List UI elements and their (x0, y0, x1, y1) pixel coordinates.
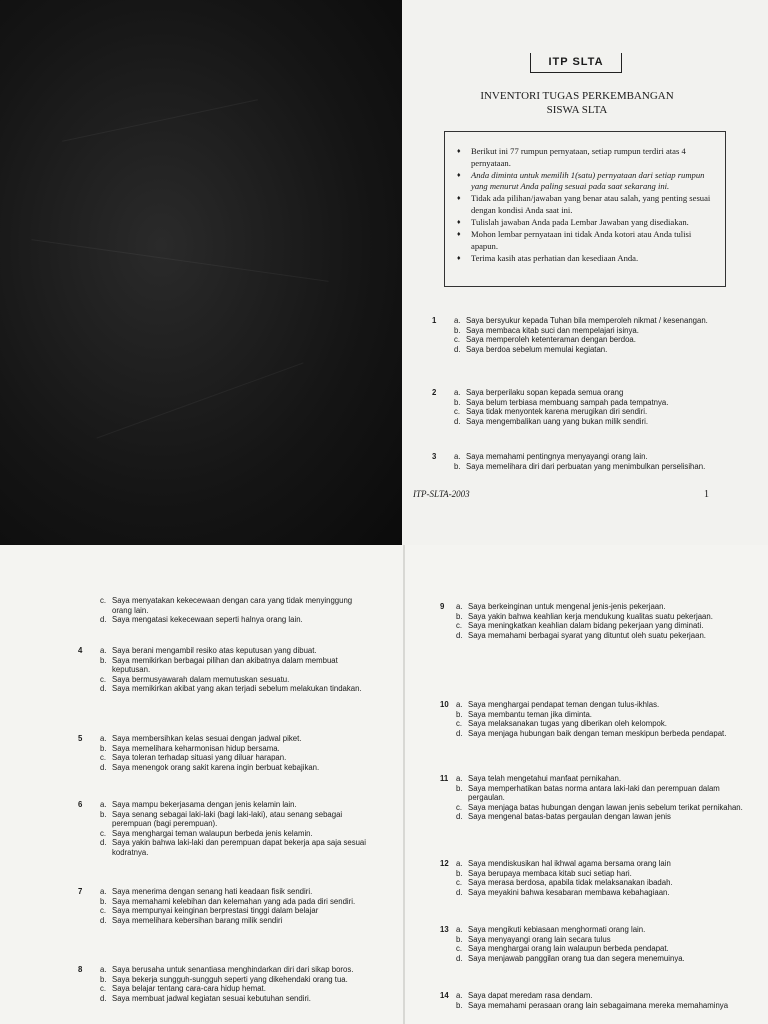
question-item (440, 602, 746, 640)
option-text: Saya bersyukur kepada Tuhan bila memperoleh nikmat / kesenangan. (466, 316, 708, 325)
option-letter: c. (456, 802, 463, 812)
answer-option (454, 398, 734, 408)
option-letter: a. (456, 991, 463, 1000)
page-number: 1 (704, 489, 709, 500)
answer-option (100, 994, 370, 1004)
answer-option (456, 888, 746, 898)
document-title (452, 89, 702, 117)
page-one (402, 0, 768, 545)
question-number: 6 (78, 800, 83, 809)
option-letter: a. (100, 965, 107, 974)
option-text: Saya memahami kelebihan dan kelemahan yang ada pada diri sendiri. (112, 896, 356, 906)
question-item (440, 859, 746, 897)
option-text: Saya meningkatkan keahlian dalam bidang pekerjaan yang diminati. (468, 621, 704, 631)
answer-option (100, 684, 370, 694)
question-number: 12 (440, 859, 449, 868)
answer-option (454, 417, 734, 427)
option-letter: c. (100, 906, 107, 916)
option-text: Saya memelihara keharmonisan hidup bersama. (112, 743, 280, 753)
option-letter: a. (456, 859, 463, 868)
option-text: Saya menerima dengan senang hati keadaan fisik sendiri. (112, 887, 313, 896)
option-letter: c. (454, 335, 461, 345)
answer-option (456, 602, 746, 612)
option-letter: a. (456, 700, 463, 709)
option-text: Saya menghargai orang lain walaupun berbeda pendapat. (468, 944, 669, 954)
question-item (78, 646, 370, 694)
instruction-item: ♦ Anda diminta untuk memilih 1(satu) pernyataan dari setiap rumpun yang menurut Anda paling sesuai pada saat sekarang ini. (457, 170, 717, 193)
answer-option (456, 729, 746, 739)
option-text: Saya mampu bekerjasama dengan jenis kelamin lain. (112, 800, 297, 809)
answer-option (456, 784, 746, 803)
answer-option (100, 916, 370, 926)
instruction-item: ♦ Mohon lembar pernyataan ini tidak Anda kotori atau Anda tulisi apapun. (457, 229, 717, 252)
answer-option (456, 612, 746, 622)
option-text: Saya menjaga hubungan baik dengan teman meskipun berbeda pendapat. (468, 728, 727, 738)
option-text: Saya belum terbiasa membuang sampah pada tempatnya. (466, 397, 669, 407)
option-letter: d. (100, 838, 107, 848)
option-text: Saya toleran terhadap situasi yang diluar harapan. (112, 753, 287, 763)
option-letter: b. (456, 868, 463, 878)
option-text: Saya melaksanakan tugas yang diberikan oleh kelompok. (468, 719, 667, 729)
instruction-item: ♦ Terima kasih atas perhatian dan kesediaan Anda. (457, 253, 717, 265)
answer-option (454, 326, 734, 336)
answer-option (456, 878, 746, 888)
answer-option (100, 615, 370, 625)
question-number: 1 (432, 316, 437, 325)
answer-option (454, 452, 734, 462)
answer-option (456, 859, 746, 869)
question-item (78, 596, 370, 625)
option-letter: a. (454, 452, 461, 461)
option-text: Saya menghargai teman walaupun berbeda jenis kelamin. (112, 828, 313, 838)
option-text: Saya menyatakan kekecewaan dengan cara yang tidak menyinggung orang lain. (112, 596, 353, 615)
option-text: Saya menghargai pendapat teman dengan tulus-ikhlas. (468, 700, 660, 709)
option-text: Saya menyayangi orang lain secara tulus (468, 934, 611, 944)
option-letter: a. (100, 734, 107, 743)
question-number: 14 (440, 991, 449, 1000)
option-letter: b. (100, 655, 107, 665)
instruction-item: ♦ Tidak ada pilihan/jawaban yang benar atau salah, yang penting sesuai dengan kondisi Anda saat ini. (457, 193, 717, 216)
answer-option (100, 646, 370, 656)
crease-line (31, 239, 328, 282)
option-text: Saya berani mengambil resiko atas keputusan yang dibuat. (112, 646, 317, 655)
answer-option (456, 774, 746, 784)
answer-option (100, 984, 370, 994)
answer-option (454, 335, 734, 345)
option-text: Saya memikirkan berbagai pilihan dan akibatnya dalam membuat keputusan. (112, 655, 338, 675)
question-item (78, 965, 370, 1003)
option-letter: b. (456, 1000, 463, 1010)
answer-option (456, 812, 746, 822)
question-number: 7 (78, 887, 83, 896)
question-number: 2 (432, 388, 437, 397)
question-item (78, 800, 370, 858)
option-text: Saya berupaya membaca kitab suci setiap hari. (468, 868, 632, 878)
option-letter: c. (100, 596, 107, 605)
answer-option (100, 838, 370, 857)
question-item (78, 887, 370, 925)
option-letter: c. (100, 828, 107, 838)
title-line-2: SISWA SLTA (546, 104, 608, 116)
option-letter: a. (454, 316, 461, 325)
option-letter: d. (100, 684, 107, 694)
instruction-item: ♦ Berikut ini 77 rumpun pernyataan, setiap rumpun terdiri atas 4 pernyataan. (457, 146, 717, 169)
answer-option (456, 710, 746, 720)
answer-option (100, 753, 370, 763)
option-text: Saya berperilaku sopan kepada semua orang (466, 388, 624, 397)
option-letter: b. (100, 896, 107, 906)
option-letter: d. (454, 344, 461, 354)
option-text: Saya dapat meredam rasa dendam. (468, 991, 593, 1000)
answer-option (456, 935, 746, 945)
answer-option (100, 975, 370, 985)
option-text: Saya menengok orang sakit karena ingin berbuat kebajikan. (112, 762, 320, 772)
instructions-box (444, 131, 726, 287)
answer-option (456, 803, 746, 813)
question-number: 9 (440, 602, 445, 611)
question-number: 4 (78, 646, 83, 655)
answer-option (100, 829, 370, 839)
answer-option (454, 345, 734, 355)
option-letter: c. (456, 621, 463, 631)
option-letter: c. (456, 944, 463, 954)
answer-option (100, 675, 370, 685)
option-letter: d. (456, 953, 463, 963)
question-number: 10 (440, 700, 449, 709)
option-letter: d. (100, 993, 107, 1003)
option-text: Saya membantu teman jika diminta. (468, 709, 592, 719)
option-letter: c. (456, 719, 463, 729)
option-letter: c. (100, 984, 107, 994)
option-text: Saya memahami berbagai syarat yang dituntut oleh suatu pekerjaan. (468, 630, 706, 640)
option-text: Saya membuat jadwal kegiatan sesuai kebutuhan sendiri. (112, 993, 311, 1003)
option-text: Saya membersihkan kelas sesuai dengan jadwal piket. (112, 734, 302, 743)
answer-option (454, 407, 734, 417)
option-letter: d. (100, 915, 107, 925)
option-text: Saya mengikuti kebiasaan menghormati orang lain. (468, 925, 646, 934)
answer-option (456, 925, 746, 935)
answer-option (456, 631, 746, 641)
option-letter: a. (454, 388, 461, 397)
option-text: Saya memperhatikan batas norma antara laki-laki dan perempuan dalam pergaulan. (468, 783, 720, 803)
answer-option (454, 388, 734, 398)
cover-page (0, 0, 402, 545)
option-letter: b. (454, 325, 461, 335)
option-text: Saya mengembalikan uang yang bukan milik sendiri. (466, 416, 649, 426)
option-letter: c. (454, 407, 461, 417)
option-text: Saya memikirkan akibat yang akan terjadi sebelum melakukan tindakan. (112, 684, 362, 694)
answer-option (100, 810, 370, 829)
answer-option (100, 897, 370, 907)
option-text: Saya mendiskusikan hal ikhwal agama bersama orang lain (468, 859, 671, 868)
instruction-item: ♦ Tulislah jawaban Anda pada Lembar Jawaban yang disediakan. (457, 217, 717, 229)
option-letter: b. (456, 783, 463, 793)
option-letter: d. (454, 416, 461, 426)
option-letter: c. (100, 753, 107, 763)
option-text: Saya bermusyawarah dalam memutuskan sesuatu. (112, 674, 290, 684)
question-item (440, 925, 746, 963)
question-number: 3 (432, 452, 437, 461)
option-text: Saya membaca kitab suci dan mempelajari isinya. (466, 325, 639, 335)
option-text: Saya bekerja sungguh-sungguh seperti yang dikehendaki orang tua. (112, 974, 348, 984)
option-text: Saya senang sebagai laki-laki (bagi laki-laki), atau senang sebagai perempuan (bagi perempuan). (112, 809, 343, 829)
option-text: Saya mempunyai keinginan berprestasi tinggi dalam belajar (112, 906, 319, 916)
question-number: 13 (440, 925, 449, 934)
option-letter: d. (100, 762, 107, 772)
answer-option (456, 991, 746, 1001)
option-letter: b. (100, 743, 107, 753)
answer-option (100, 887, 370, 897)
page-two (0, 545, 768, 1024)
option-letter: a. (100, 887, 107, 896)
answer-option (456, 944, 746, 954)
option-text: Saya yakin bahwa keahlian kerja mendukung kualitas suatu pekerjaan. (468, 611, 713, 621)
option-text: Saya memelihara kebersihan barang milik sendiri (112, 915, 283, 925)
answer-option (456, 1001, 746, 1011)
option-text: Saya berkeinginan untuk mengenal jenis-jenis pekerjaan. (468, 602, 666, 611)
option-text: Saya mengenal batas-batas pergaulan dengan lawan jenis (468, 812, 671, 822)
option-letter: c. (456, 878, 463, 888)
question-item (440, 774, 746, 822)
question-item (78, 734, 370, 772)
form-code-label: ITP SLTA (530, 53, 622, 73)
answer-option (454, 316, 734, 326)
question-number: 5 (78, 734, 83, 743)
answer-option (100, 656, 370, 675)
footer-code: ITP-SLTA-2003 (413, 489, 470, 499)
option-letter: b. (100, 974, 107, 984)
option-text: Saya yakin bahwa laki-laki dan perempuan dapat bekerja apa saja sesuai kodratnya. (112, 838, 366, 857)
option-text: Saya memperoleh ketenteraman dengan berdoa. (466, 335, 636, 345)
option-letter: c. (100, 674, 107, 684)
option-text: Saya memahami pentingnya menyayangi orang lain. (466, 452, 648, 461)
option-text: Saya meyakini bahwa kesabaran membawa kebahagiaan. (468, 887, 670, 897)
answer-option (456, 719, 746, 729)
option-text: Saya merasa berdosa, apabila tidak melaksanakan ibadah. (468, 878, 673, 888)
option-letter: d. (456, 728, 463, 738)
option-letter: d. (100, 615, 107, 625)
page-fold (403, 545, 405, 1024)
question-number: 8 (78, 965, 83, 974)
option-text: Saya menjawab panggilan orang tua dan segera menemuinya. (468, 953, 685, 963)
option-text: Saya memahami perasaan orang lain sebagaimana mereka memahaminya (468, 1000, 729, 1010)
option-text: Saya berusaha untuk senantiasa menghindarkan diri dari sikap boros. (112, 965, 354, 974)
option-letter: a. (456, 602, 463, 611)
option-letter: b. (456, 709, 463, 719)
question-number: 11 (440, 774, 449, 783)
option-letter: a. (100, 800, 107, 809)
option-letter: d. (456, 887, 463, 897)
answer-option (456, 700, 746, 710)
option-letter: b. (456, 611, 463, 621)
crease-line (62, 99, 258, 142)
answer-option (100, 596, 370, 615)
answer-option (100, 965, 370, 975)
option-text: Saya menjaga batas hubungan dengan lawan jenis sebelum terikat pernikahan. (468, 802, 743, 812)
option-text: Saya berdoa sebelum memulai kegiatan. (466, 344, 608, 354)
title-line-1: INVENTORI TUGAS PERKEMBANGAN (480, 90, 674, 102)
answer-option (100, 744, 370, 754)
answer-option (100, 906, 370, 916)
option-letter: a. (456, 925, 463, 934)
option-text: Saya belajar tentang cara-cara hidup hemat. (112, 984, 266, 994)
option-letter: a. (100, 646, 107, 655)
option-letter: b. (100, 809, 107, 819)
question-item (432, 316, 734, 354)
crease-line (96, 362, 303, 438)
answer-option (454, 462, 734, 472)
option-letter: d. (456, 630, 463, 640)
answer-option (100, 800, 370, 810)
answer-option (456, 621, 746, 631)
option-letter: b. (456, 934, 463, 944)
option-letter: b. (454, 461, 461, 471)
answer-option (456, 954, 746, 964)
option-letter: a. (456, 774, 463, 783)
question-item (432, 452, 734, 471)
question-item (440, 700, 746, 738)
option-text: Saya mengatasi kekecewaan seperti halnya orang lain. (112, 615, 303, 625)
answer-option (100, 734, 370, 744)
option-letter: d. (456, 812, 463, 822)
answer-option (100, 763, 370, 773)
question-item (432, 388, 734, 426)
option-letter: b. (454, 397, 461, 407)
option-text: Saya tidak menyontek karena merugikan diri sendiri. (466, 407, 648, 417)
answer-option (456, 869, 746, 879)
option-text: Saya telah mengetahui manfaat pernikahan. (468, 774, 622, 783)
option-text: Saya memelihara diri dari perbuatan yang menimbulkan perselisihan. (466, 461, 706, 471)
question-item (440, 991, 746, 1010)
